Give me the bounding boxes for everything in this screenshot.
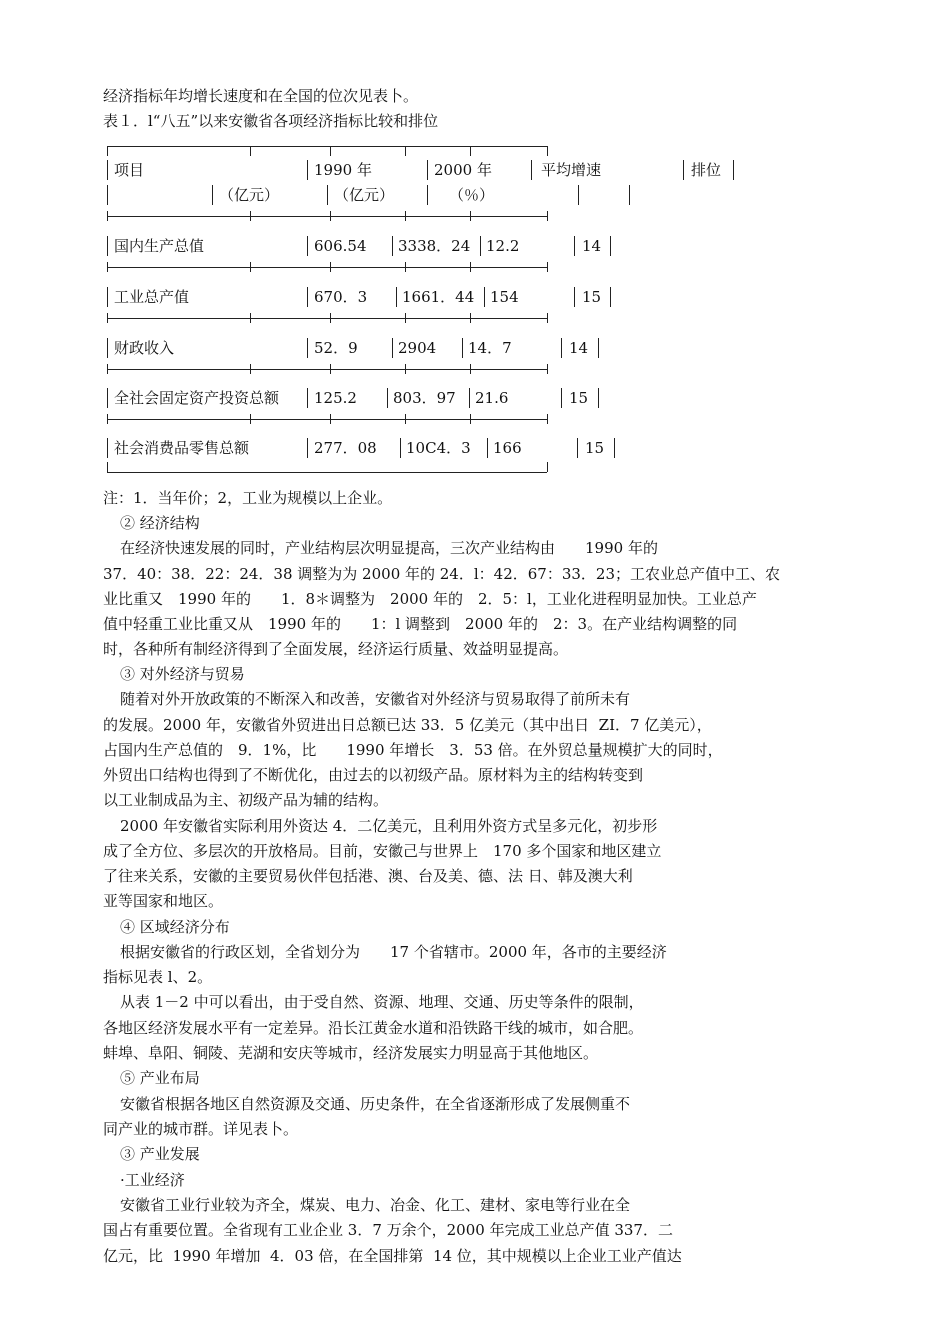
table-tick xyxy=(405,313,406,323)
section-heading: ③ 对外经济与贸易 xyxy=(120,665,245,683)
row-rank: 15 xyxy=(582,288,602,306)
table-title: 表１．l“八五”以来安徽省各项经济指标比较和排位 xyxy=(103,112,439,130)
table-tick xyxy=(547,414,548,424)
table-bar xyxy=(307,287,308,307)
header-growth: 平均增速 xyxy=(541,161,602,179)
header-rank: 排位 xyxy=(691,161,722,179)
row-1990: 52．9 xyxy=(314,339,358,357)
row-growth: 14．7 xyxy=(468,339,512,357)
paragraph-line: 安徽省根据各地区自然资源及交通、历史条件，在全省逐渐形成了发展侧重不 xyxy=(120,1095,631,1113)
paragraph-line: 了往来关系，安徽的主要贸易伙伴包括港、澳、台及美、德、法 日、韩及澳大利 xyxy=(103,867,633,885)
table-tick xyxy=(330,211,331,221)
table-bar xyxy=(427,160,428,180)
row-growth: 12.2 xyxy=(486,237,520,255)
paragraph-line: 安徽省工业行业较为齐全，煤炭、电力、冶金、化工、建材、家电等行业在全 xyxy=(120,1196,631,1214)
table-bar xyxy=(469,388,470,408)
paragraph-line: 的发展。2000 年，安徽省外贸进出日总额已达 33．5 亿美元（其中出日 ZI．7 亿美元）， xyxy=(103,716,712,734)
table-bar xyxy=(107,388,108,408)
table-tick xyxy=(107,211,108,221)
paragraph-line: 业比重又 1990 年的 1．8＊调整为 2000 年的 2．5：l，工业化进程明显加快。工业总产 xyxy=(103,590,757,608)
table-bar xyxy=(561,338,562,358)
table-tick xyxy=(107,146,108,156)
paragraph-line: 时，各种所有制经济得到了全面发展，经济运行质量、效益明显提高。 xyxy=(103,640,569,658)
paragraph-line: 占国内生产总值的 9．1%，比 1990 年增长 3．53 倍。在外贸总量规模扩大的同时， xyxy=(103,741,723,759)
table-bar xyxy=(733,160,734,180)
table-bar xyxy=(107,438,108,458)
row-item: 工业总产值 xyxy=(114,288,190,306)
row-2000: 1661．44 xyxy=(402,288,475,306)
paragraph-line: 外贸出口结构也得到了不断优化，由过去的以初级产品。原材料为主的结构转变到 xyxy=(103,766,644,784)
table-tick xyxy=(330,262,331,272)
header-2000: 2000 年 xyxy=(434,161,492,179)
table-bar xyxy=(683,160,684,180)
row-rank: 14 xyxy=(582,237,602,255)
row-1990: 670．3 xyxy=(314,288,368,306)
table-bar xyxy=(107,338,108,358)
table-tick xyxy=(107,313,108,323)
table-bar xyxy=(629,185,630,205)
row-growth: 21.6 xyxy=(475,389,509,407)
table-bar xyxy=(400,438,401,458)
table-bar xyxy=(484,287,485,307)
paragraph-line: 指标见表 l、2。 xyxy=(103,968,213,986)
section-heading: ④ 区域经济分布 xyxy=(120,918,230,936)
table-rule xyxy=(107,318,547,319)
paragraph-line: 在经济快速发展的同时，产业结构层次明显提高，三次产业结构由 1990 年的 xyxy=(120,539,658,557)
header-1990: 1990 年 xyxy=(314,161,372,179)
table-rule xyxy=(107,216,547,217)
table-bar xyxy=(107,236,108,256)
table-bar xyxy=(598,338,599,358)
row-1990: 606.54 xyxy=(314,237,367,255)
table-tick xyxy=(547,211,548,221)
row-2000: 803．97 xyxy=(393,389,456,407)
paragraph-line: 从表 1－2 中可以看出，由于受自然、资源、地理、交通、历史等条件的限制， xyxy=(120,993,644,1011)
table-bar xyxy=(307,338,308,358)
unit-2000: （亿元） xyxy=(334,186,395,204)
table-bar xyxy=(578,185,579,205)
paragraph-line: 亿元，比 1990 年增加 4．03 倍，在全国排第 14 位，其中规模以上企业工业产值达 xyxy=(103,1247,682,1265)
table-bar xyxy=(487,438,488,458)
section-heading: ② 经济结构 xyxy=(120,514,200,532)
table-bar xyxy=(480,236,481,256)
table-tick xyxy=(470,364,471,374)
table-bar xyxy=(307,236,308,256)
table-rule xyxy=(107,419,547,420)
table-tick xyxy=(470,262,471,272)
table-tick xyxy=(250,364,251,374)
table-tick xyxy=(250,414,251,424)
table-bar xyxy=(107,185,108,205)
row-item: 财政收入 xyxy=(114,339,175,357)
table-tick xyxy=(405,364,406,374)
row-item: 社会消费品零售总额 xyxy=(114,439,250,457)
paragraph-line: 各地区经济发展水平有一定差异。沿长江黄金水道和沿铁路干线的城市，如合肥。 xyxy=(103,1019,644,1037)
section-heading: ⑤ 产业布局 xyxy=(120,1069,200,1087)
table-rule xyxy=(107,267,547,268)
table-tick xyxy=(547,364,548,374)
table-tick xyxy=(330,313,331,323)
row-2000: 3338．24 xyxy=(398,237,471,255)
table-tick xyxy=(470,146,471,156)
row-rank: 15 xyxy=(585,439,605,457)
table-bar xyxy=(561,388,562,408)
table-bar xyxy=(212,185,213,205)
paragraph-line: 国占有重要位置。全省现有工业企业 3．7 万余个，2000 年完成工业总产值 337．二 xyxy=(103,1221,673,1239)
table-bar xyxy=(307,438,308,458)
table-bar xyxy=(427,185,428,205)
table-bar xyxy=(574,236,575,256)
table-bar xyxy=(387,388,388,408)
table-tick xyxy=(470,211,471,221)
row-item: 全社会固定资产投资总额 xyxy=(114,389,280,407)
unit-growth: （％） xyxy=(449,186,495,204)
row-rank: 15 xyxy=(569,389,589,407)
row-1990: 277．08 xyxy=(314,439,377,457)
row-growth: 154 xyxy=(490,288,519,306)
table-tick xyxy=(250,211,251,221)
table-bar xyxy=(462,338,463,358)
table-bar xyxy=(107,160,108,180)
table-tick xyxy=(405,146,406,156)
row-rank: 14 xyxy=(569,339,589,357)
table-bar xyxy=(574,287,575,307)
table-tick xyxy=(250,262,251,272)
table-tick xyxy=(107,262,108,272)
table-tick xyxy=(547,262,548,272)
table-tick xyxy=(547,313,548,323)
table-tick xyxy=(470,313,471,323)
paragraph-line: 根据安徽省的行政区划，全省划分为 17 个省辖市。2000 年，各市的主要经济 xyxy=(120,943,667,961)
table-bar xyxy=(396,287,397,307)
table-tick xyxy=(330,146,331,156)
table-tick xyxy=(250,146,251,156)
table-bar xyxy=(307,388,308,408)
paragraph-line: 成了全方位、多层次的开放格局。目前，安徽己与世界上 170 多个国家和地区建立 xyxy=(103,842,662,860)
table-bar xyxy=(327,185,328,205)
paragraph-line: 37．40：38．22：24．38 调整为为 2000 年的 24．l：42．67：33．23；工农业总产值中工、农 xyxy=(103,565,781,583)
table-tick xyxy=(547,146,548,156)
table-tick xyxy=(107,462,108,472)
table-tick xyxy=(405,414,406,424)
header-item: 项目 xyxy=(114,161,145,179)
table-bar xyxy=(610,236,611,256)
table-bar xyxy=(392,338,393,358)
table-tick xyxy=(107,414,108,424)
table-rule xyxy=(107,472,547,473)
table-tick xyxy=(405,211,406,221)
table-bar xyxy=(392,236,393,256)
table-bar xyxy=(598,388,599,408)
table-tick xyxy=(330,364,331,374)
intro-text: 经济指标年均增长速度和在全国的位次见表卜。 xyxy=(103,87,419,105)
subsection-heading: ·工业经济 xyxy=(120,1171,185,1189)
table-rule xyxy=(107,146,547,147)
row-2000: 2904 xyxy=(398,339,437,357)
row-2000: 10C4．3 xyxy=(406,439,471,457)
section-heading: ③ 产业发展 xyxy=(120,1145,200,1163)
unit-1990: （亿元） xyxy=(219,186,280,204)
row-1990: 125.2 xyxy=(314,389,357,407)
table-tick xyxy=(470,414,471,424)
note-line: 注：1．当年价；2，工业为规模以上企业。 xyxy=(103,489,393,507)
row-item: 国内生产总值 xyxy=(114,237,205,255)
paragraph-line: 同产业的城市群。详见表卜。 xyxy=(103,1120,299,1138)
paragraph-line: 蚌埠、阜阳、铜陵、芜湖和安庆等城市，经济发展实力明显高于其他地区。 xyxy=(103,1044,599,1062)
table-rule xyxy=(107,369,547,370)
table-tick xyxy=(107,364,108,374)
table-bar xyxy=(531,160,532,180)
paragraph-line: 以工业制成品为主、初级产品为辅的结构。 xyxy=(103,791,389,809)
table-bar xyxy=(107,287,108,307)
table-tick xyxy=(330,414,331,424)
table-bar xyxy=(610,287,611,307)
table-tick xyxy=(547,462,548,472)
table-bar xyxy=(614,438,615,458)
paragraph-line: 亚等国家和地区。 xyxy=(103,892,224,910)
paragraph-line: 随着对外开放政策的不断深入和改善，安徽省对外经济与贸易取得了前所未有 xyxy=(120,690,631,708)
paragraph-line: 值中轻重工业比重又从 1990 年的 1：l 调整到 2000 年的 2：3。在产业结构调整的同 xyxy=(103,615,738,633)
table-tick xyxy=(405,262,406,272)
table-bar xyxy=(307,160,308,180)
row-growth: 166 xyxy=(493,439,522,457)
table-tick xyxy=(250,313,251,323)
table-bar xyxy=(577,438,578,458)
paragraph-line: 2000 年安徽省实际利用外资达 4．二亿美元，且利用外资方式呈多元化，初步形 xyxy=(120,817,658,835)
